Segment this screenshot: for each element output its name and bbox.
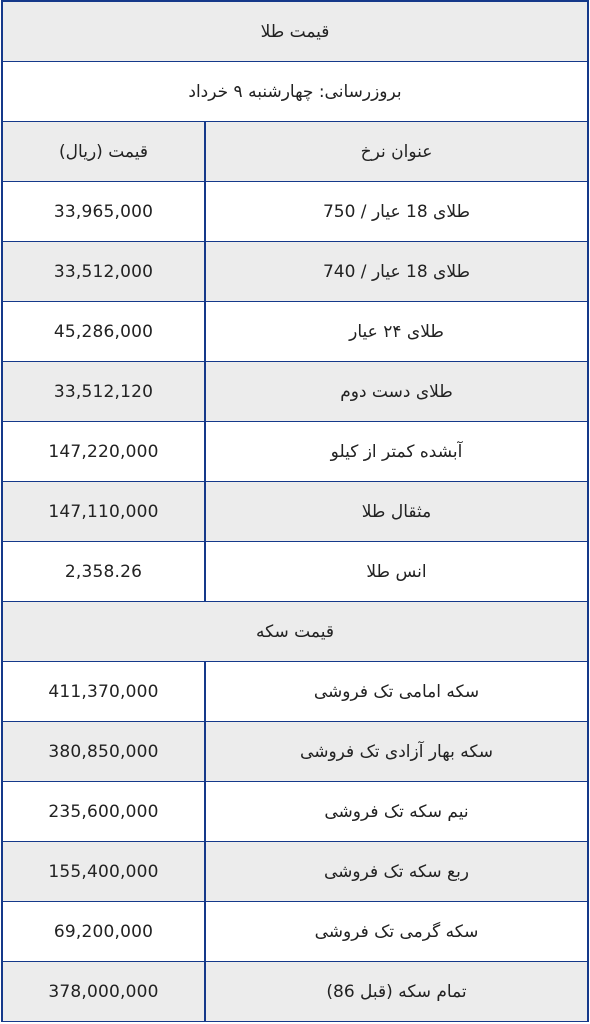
rate-price: 155,400,000 (48, 861, 159, 882)
rate-name: مثقال طلا (204, 482, 587, 541)
table-row (3, 302, 587, 362)
rate-name: ربع سکه تک فروشی (204, 842, 587, 901)
update-date: بروزرسانی: چهارشنبه ۹ خرداد (188, 81, 402, 102)
rate-price: 33,512,000 (53, 261, 154, 282)
table-row (3, 722, 587, 782)
rate-name: طلای ۲۴ عیار (204, 302, 587, 361)
rate-name: طلای دست دوم (204, 362, 587, 421)
rate-price: 33,512,120 (53, 381, 154, 402)
rate-name: انس طلا (204, 542, 587, 601)
rate-price: 235,600,000 (48, 801, 159, 822)
rate-name: سکه بهار آزادی تک فروشی (204, 722, 587, 781)
table-row (3, 782, 587, 842)
rate-price: 147,220,000 (48, 441, 159, 462)
rate-name: آبشده کمتر از کیلو (204, 422, 587, 481)
coin-title-row (3, 602, 587, 662)
table-row (3, 902, 587, 962)
price-table (1, 0, 589, 1022)
rate-price: 45,286,000 (53, 321, 154, 342)
column-header-row (3, 122, 587, 182)
update-row (3, 62, 587, 122)
table-row (3, 542, 587, 602)
rate-price: 2,358.26 (64, 561, 143, 582)
gold-title: قیمت طلا (260, 21, 330, 42)
table-row (3, 182, 587, 242)
rate-price: 33,965,000 (53, 201, 154, 222)
rate-name: طلای 18 عیار / 750 (204, 182, 587, 241)
rate-name: سکه گرمی تک فروشی (204, 902, 587, 961)
column-header-name: عنوان نرخ (204, 122, 587, 181)
rate-price: 380,850,000 (48, 741, 159, 762)
rate-name: سکه امامی تک فروشی (204, 662, 587, 721)
rate-price: 147,110,000 (48, 501, 159, 522)
rate-name: تمام سکه (قبل 86) (204, 962, 587, 1021)
table-row (3, 242, 587, 302)
table-row (3, 482, 587, 542)
gold-title-row (3, 0, 587, 62)
coin-title: قیمت سکه (256, 621, 334, 642)
table-row (3, 362, 587, 422)
table-row (3, 422, 587, 482)
table-row (3, 962, 587, 1022)
rate-name: نیم سکه تک فروشی (204, 782, 587, 841)
rate-price: 411,370,000 (48, 681, 159, 702)
table-row (3, 842, 587, 902)
table-row (3, 662, 587, 722)
rate-price: 378,000,000 (48, 981, 159, 1002)
rate-price: 69,200,000 (53, 921, 154, 942)
column-header-price: قیمت (ریال) (59, 141, 148, 162)
rate-name: طلای 18 عیار / 740 (204, 242, 587, 301)
